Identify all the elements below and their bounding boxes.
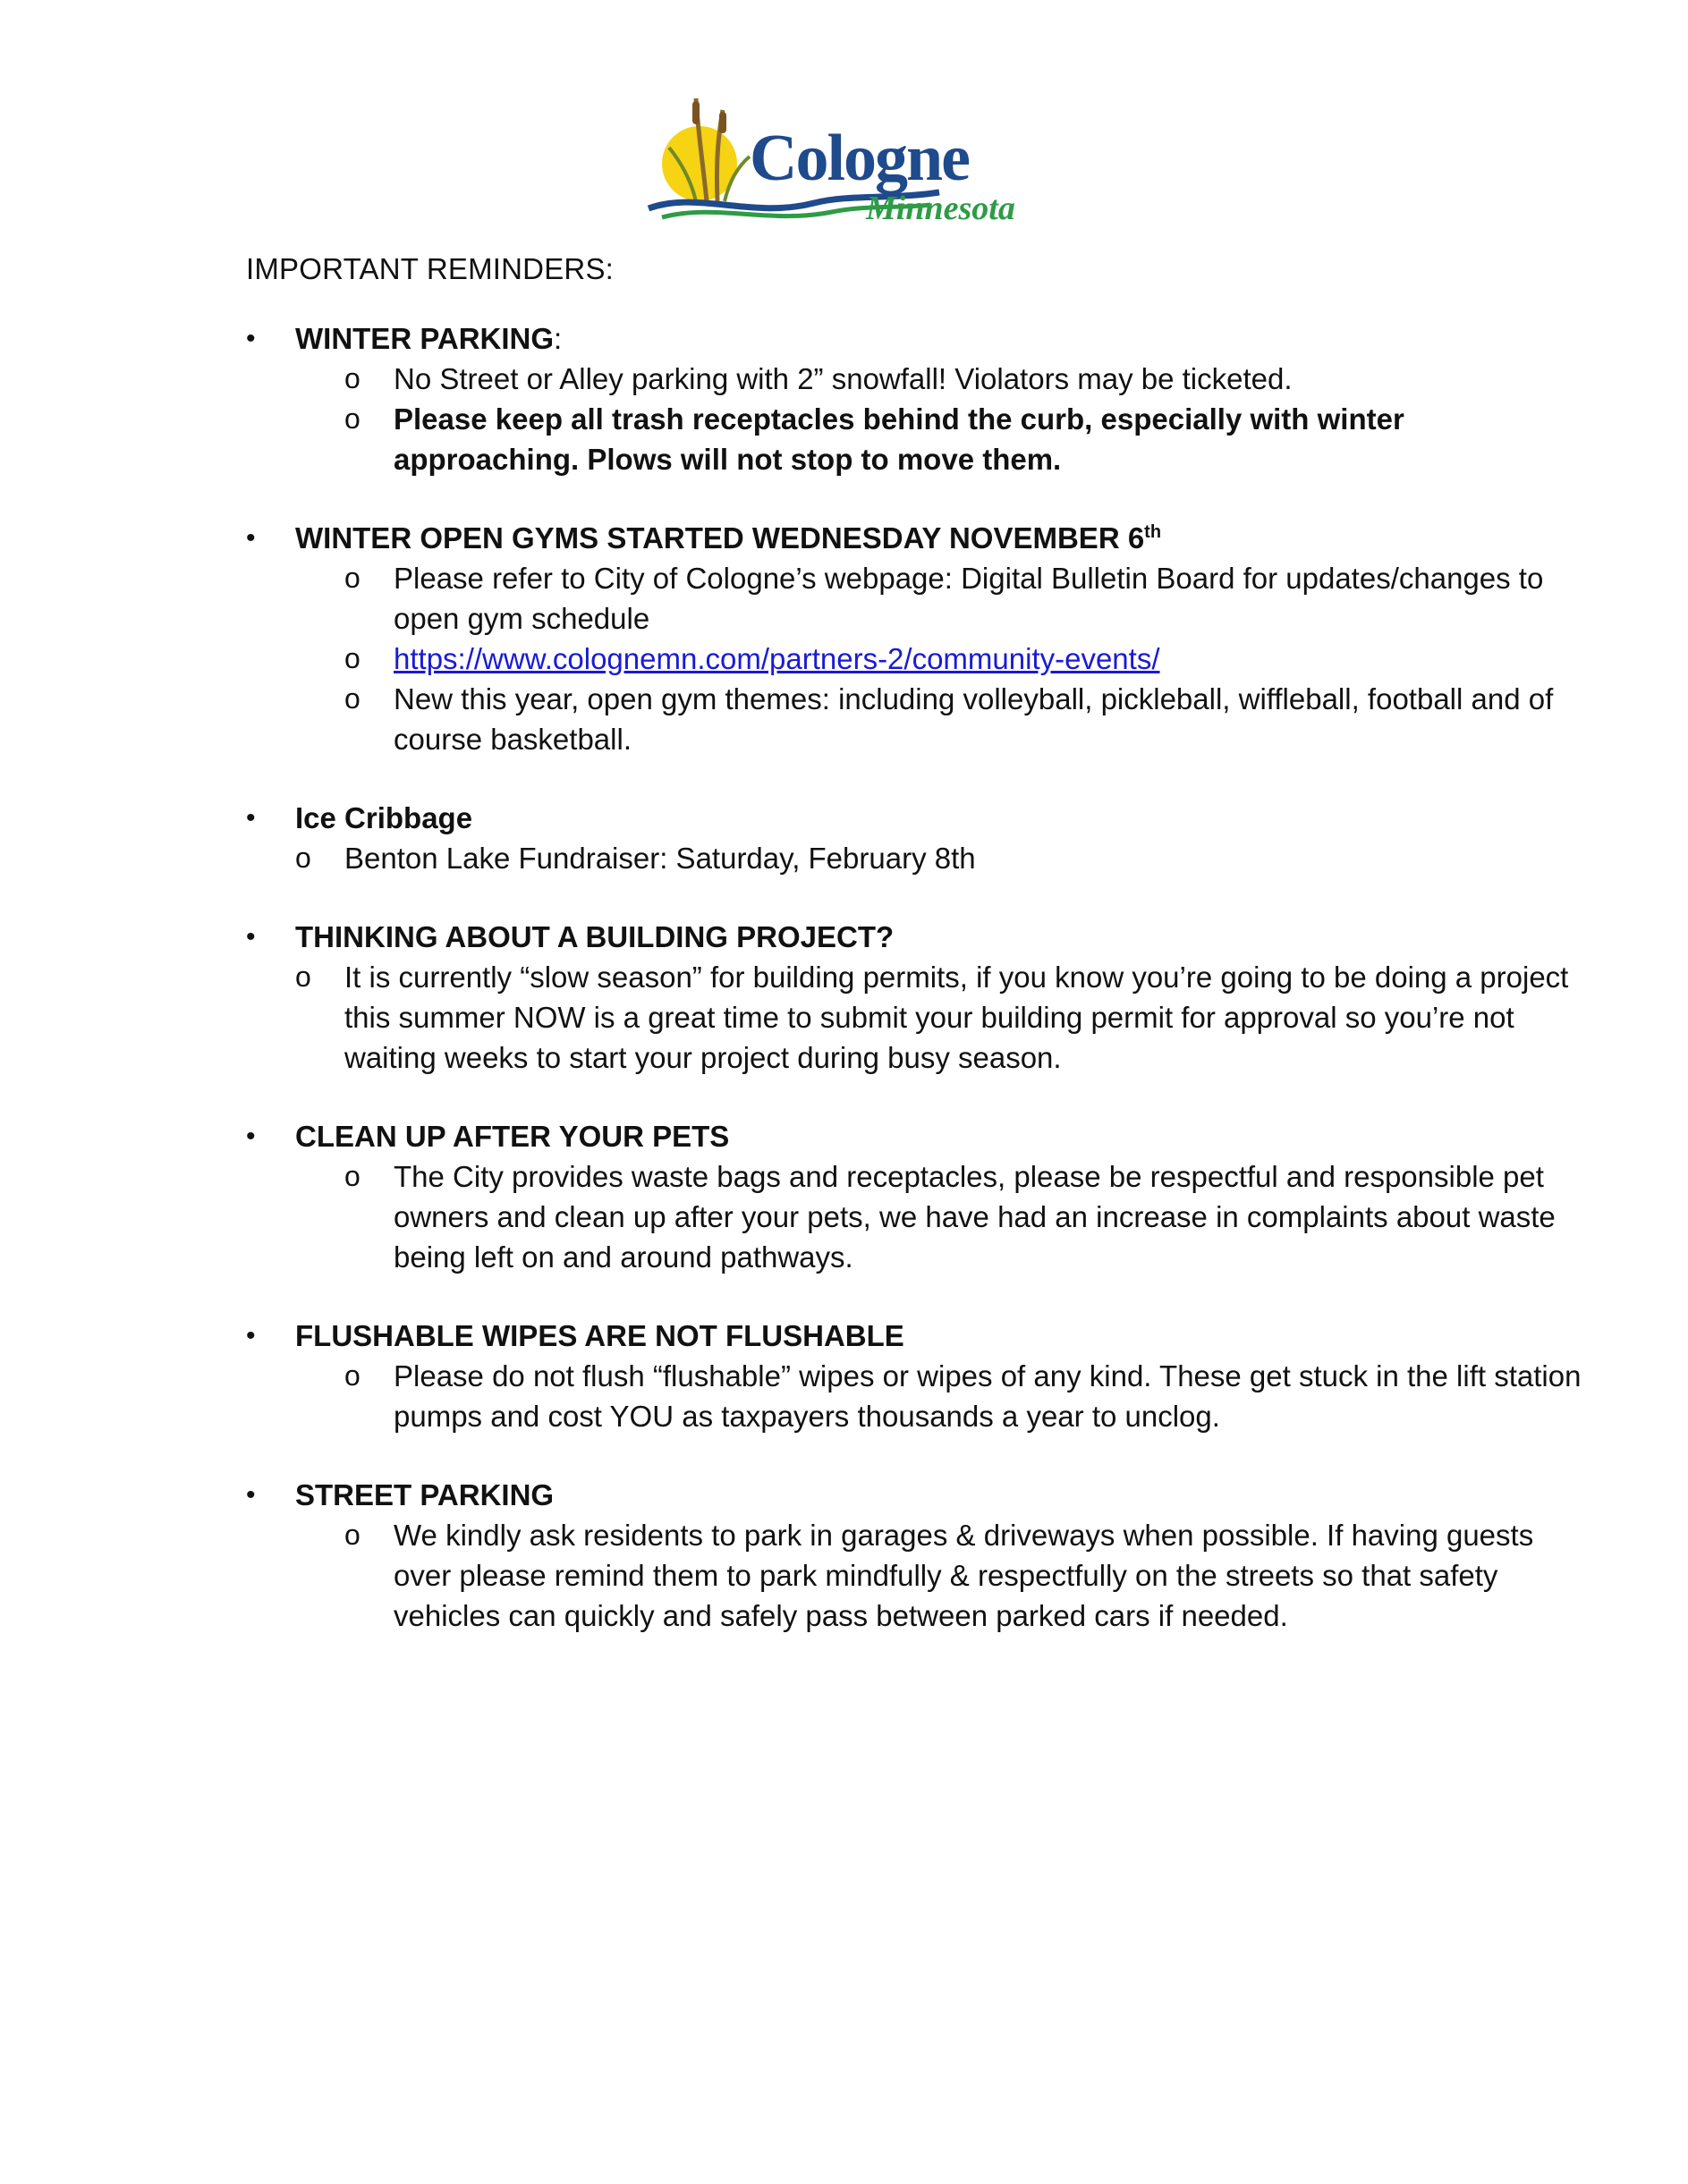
- reminder-section: [242, 917, 1583, 1078]
- section-title-text: WINTER PARKING: [295, 322, 555, 355]
- section-title-text: FLUSHABLE WIPES ARE NOT FLUSHABLE: [295, 1319, 904, 1352]
- section-title-text: STREET PARKING: [295, 1478, 555, 1511]
- section-title: [242, 1116, 1583, 1156]
- item-text: New this year, open gym themes: including volleyball, pickleball, wiffleball, football and of course basketball.: [394, 682, 1554, 756]
- bullet-icon: •: [246, 1321, 256, 1350]
- reminder-item: [242, 957, 1583, 1078]
- section-title: [242, 1316, 1583, 1356]
- sub-bullet-icon: o: [344, 642, 361, 674]
- section-title-text: WINTER OPEN GYMS STARTED WEDNESDAY NOVEMBER 6: [295, 521, 1145, 554]
- cologne-logo: [644, 94, 1038, 228]
- reminder-item: [242, 1156, 1583, 1277]
- reminder-section: [242, 1316, 1583, 1436]
- sub-bullet-icon: o: [344, 1160, 361, 1192]
- section-title-text: THINKING ABOUT A BUILDING PROJECT?: [295, 920, 895, 953]
- logo-name: Cologne: [750, 122, 969, 195]
- section-title-text: Ice Cribbage: [295, 801, 473, 834]
- page-heading: IMPORTANT REMINDERS:: [246, 252, 615, 285]
- reminder-section: [242, 1116, 1583, 1277]
- bullet-icon: •: [246, 1122, 256, 1151]
- sub-bullet-icon: o: [344, 362, 361, 394]
- section-title-text: CLEAN UP AFTER YOUR PETS: [295, 1120, 730, 1153]
- reminder-section: [242, 518, 1583, 759]
- section-title: [242, 518, 1583, 558]
- bullet-icon: •: [246, 523, 256, 553]
- section-title: [242, 1475, 1583, 1515]
- sub-bullet-icon: o: [344, 682, 361, 715]
- sub-bullet-icon: o: [295, 842, 311, 874]
- item-text: Please keep all trash receptacles behind the curb, especially with winter approaching. Plows will not stop to move them.: [394, 402, 1404, 476]
- section-title: [242, 318, 1583, 359]
- reminder-section: [242, 798, 1583, 878]
- section-title: [242, 798, 1583, 838]
- title-tail: :: [554, 322, 563, 355]
- reminder-section: [242, 1475, 1583, 1636]
- sub-bullet-icon: o: [344, 1519, 361, 1551]
- bullet-icon: •: [246, 324, 256, 353]
- bullet-icon: •: [246, 803, 256, 833]
- item-text: We kindly ask residents to park in garages & driveways when possible. If having guests over please remind them to park mindfully & respectfully on the streets so that safety vehicles can quickly and safely pass between parked cars if needed.: [394, 1519, 1534, 1632]
- logo-subtitle: Minnesota: [866, 190, 1015, 227]
- reminder-item: [242, 679, 1583, 759]
- reminders-list: [242, 318, 1583, 1674]
- item-text: No Street or Alley parking with 2” snowfall! Violators may be ticketed.: [394, 362, 1293, 395]
- bullet-icon: •: [246, 1480, 256, 1510]
- item-text: Please refer to City of Cologne’s webpage: Digital Bulletin Board for updates/changes to open gym schedule: [394, 562, 1544, 635]
- reminder-item: [242, 1356, 1583, 1436]
- title-superscript: th: [1144, 522, 1162, 542]
- bullet-icon: •: [246, 922, 256, 952]
- community-events-link[interactable]: https://www.colognemn.com/partners-2/community-events/: [394, 642, 1160, 675]
- reminder-item: [242, 558, 1583, 639]
- sub-bullet-icon: o: [295, 961, 311, 993]
- sub-bullet-icon: o: [344, 1359, 361, 1392]
- reminder-item: [242, 1515, 1583, 1636]
- item-text: Benton Lake Fundraiser: Saturday, February 8th: [344, 842, 976, 875]
- reminder-item: [242, 359, 1583, 399]
- reminder-item: [242, 399, 1583, 479]
- reminder-item: [242, 639, 1583, 679]
- item-text: It is currently “slow season” for building permits, if you know you’re going to be doing a project this summer NOW is a great time to submit your building permit for approval so you’re not waiting weeks to start your project during busy season.: [344, 961, 1569, 1074]
- sub-bullet-icon: o: [344, 402, 361, 435]
- section-title: [242, 917, 1583, 957]
- reminder-item: [242, 838, 1583, 878]
- reminder-section: [242, 318, 1583, 479]
- item-text: Please do not flush “flushable” wipes or wipes of any kind. These get stuck in the lift station pumps and cost YOU as taxpayers thousands a year to unclog.: [394, 1359, 1582, 1433]
- item-text: The City provides waste bags and receptacles, please be respectful and responsible pet owners and clean up after your pets, we have had an increase in complaints about waste being left on and around pathways.: [394, 1160, 1556, 1274]
- sub-bullet-icon: o: [344, 562, 361, 594]
